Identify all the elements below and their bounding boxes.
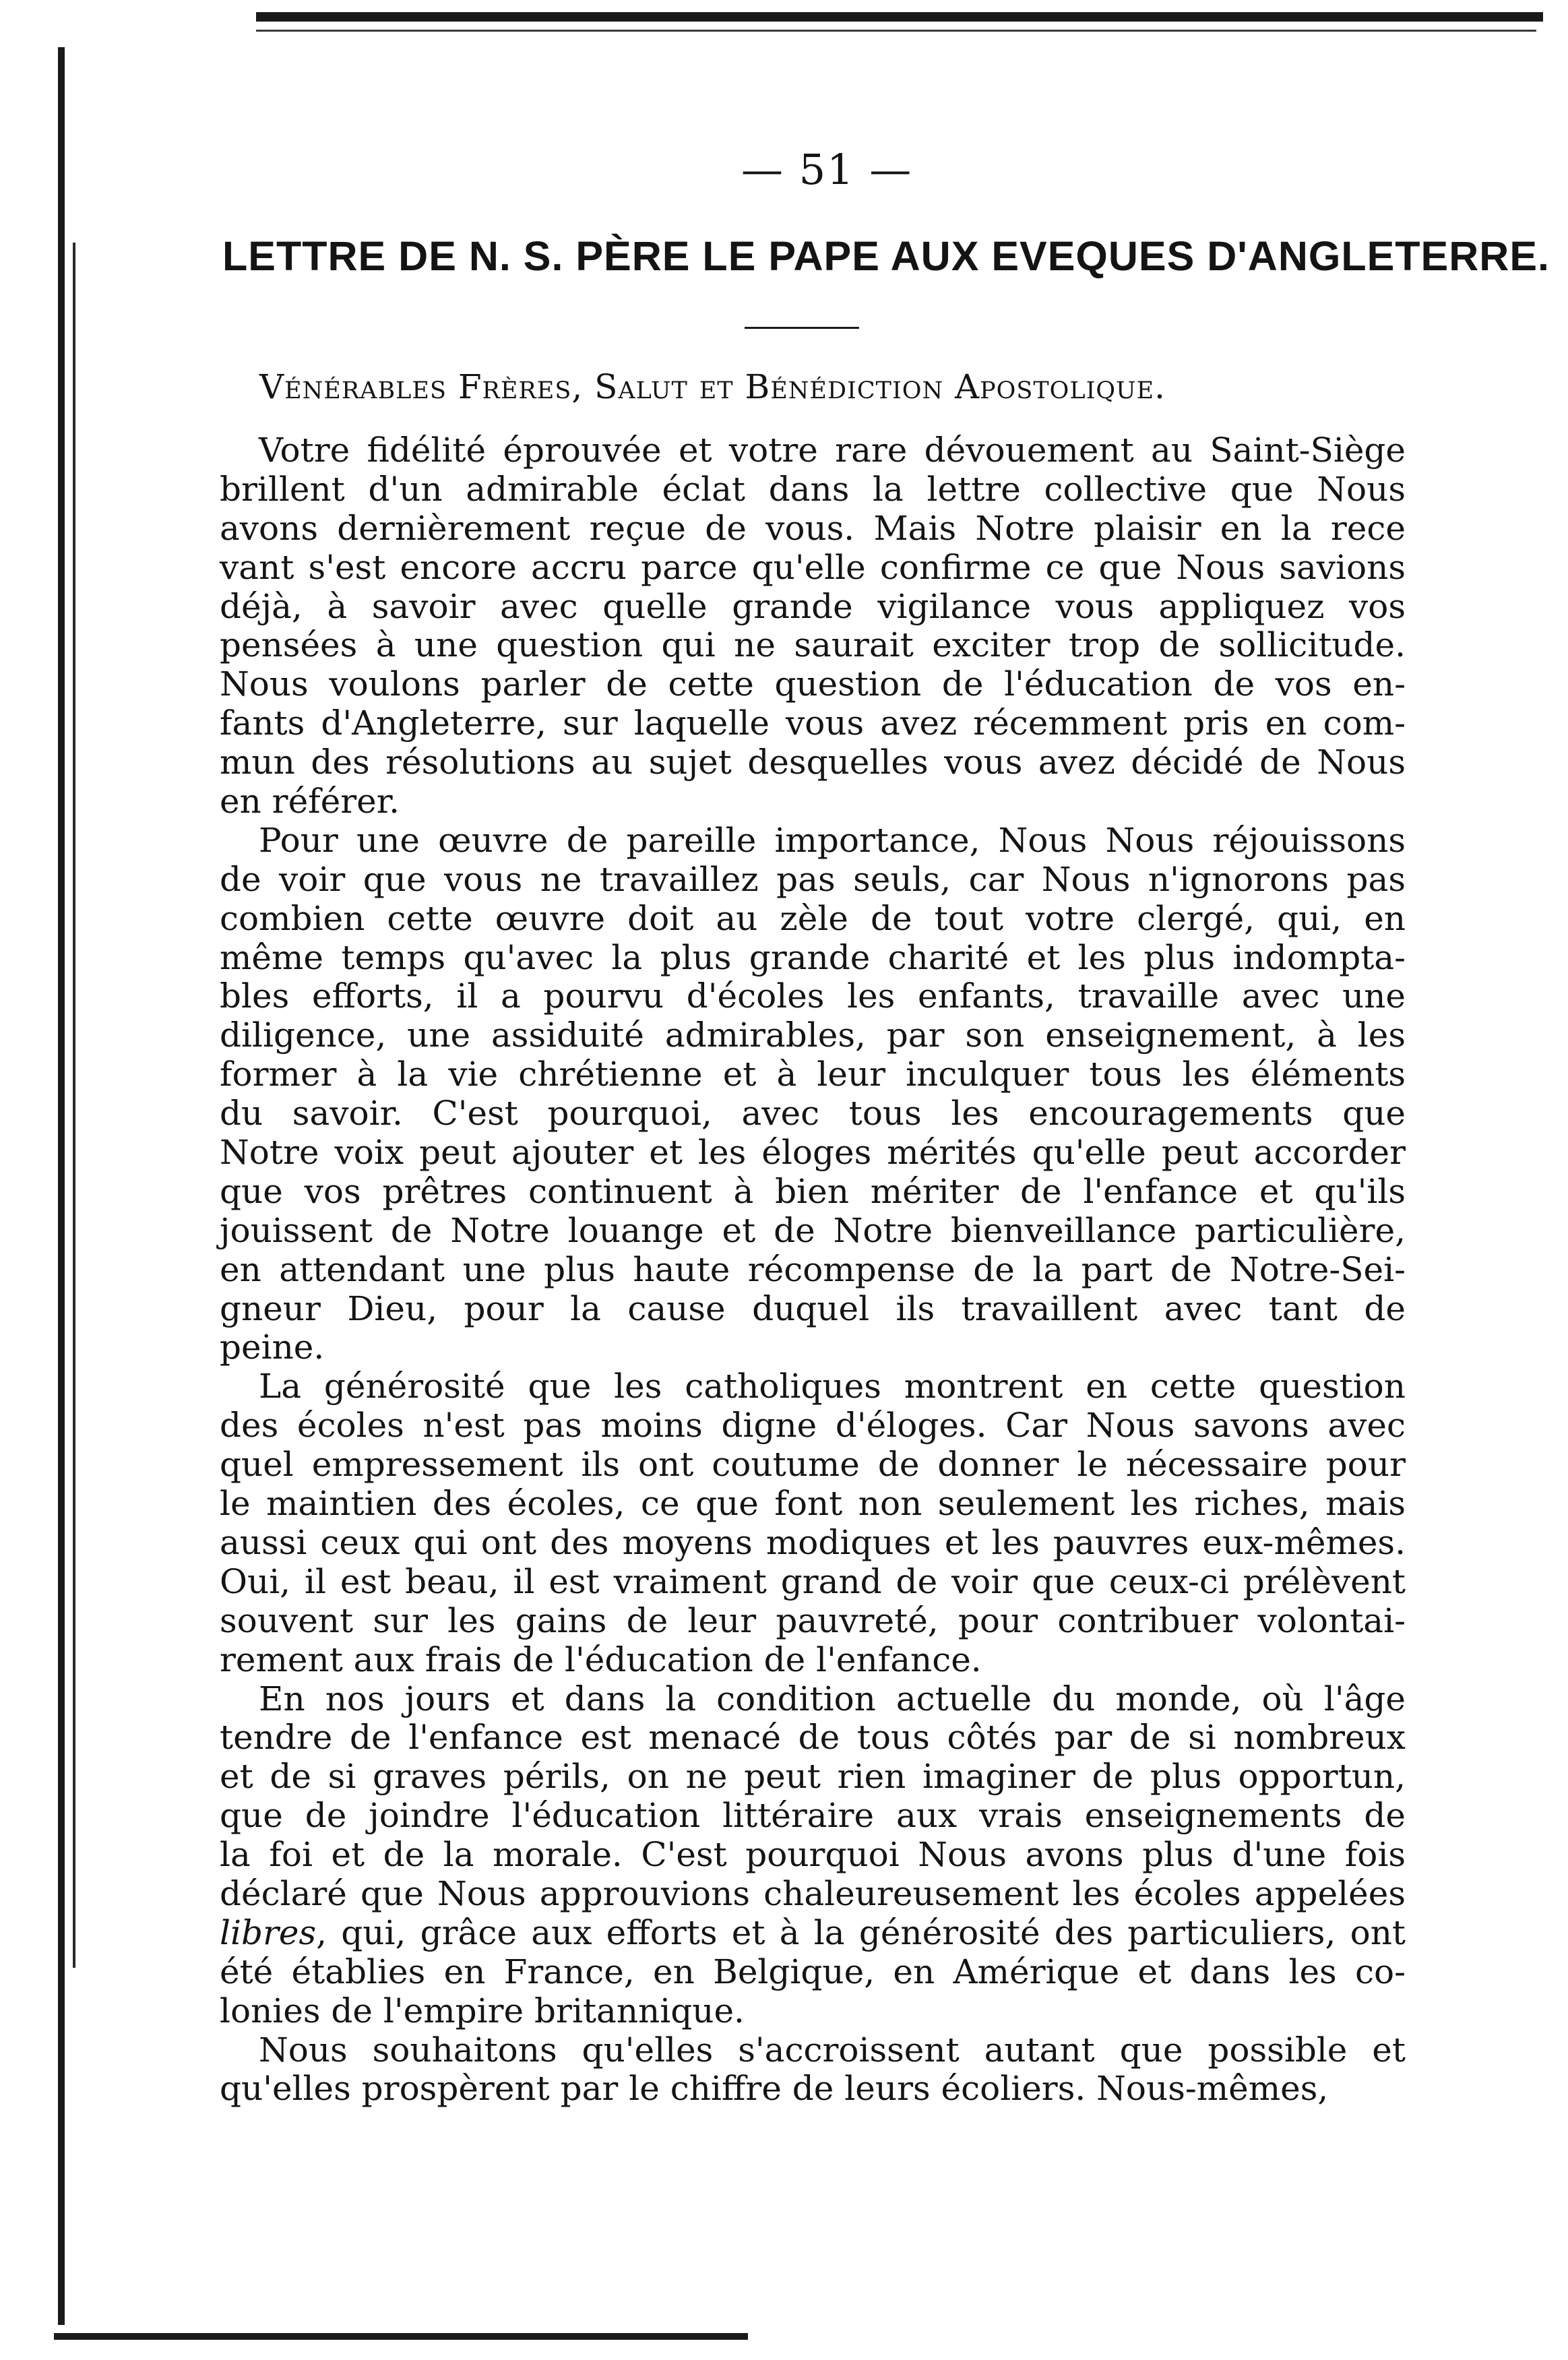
text-line: former à la vie chrétienne et à leur inculquer tous les éléments: [220, 1055, 1406, 1094]
text-line: en référer.: [220, 782, 400, 821]
left-margin-line: [58, 47, 65, 2325]
text-line: pensées à une question qui ne saurait exciter trop de sollicitude.: [220, 625, 1406, 665]
text-line: Notre voix peut ajouter et les éloges mérités qu'elle peut accorder: [220, 1133, 1406, 1173]
bottom-border-rule: [54, 2333, 748, 2340]
text-line: peine.: [220, 1328, 325, 1367]
text-line: qu'elles prospèrent par le chiffre de leurs écoliers. Nous-mêmes,: [220, 2069, 1329, 2109]
text-line: le maintien des écoles, ce que font non seulement les riches, mais: [220, 1484, 1406, 1524]
text-line: déjà, à savoir avec quelle grande vigilance vous appliquez vos: [220, 586, 1406, 626]
text-line: avons dernièrement reçue de vous. Mais Notre plaisir en la rece: [220, 508, 1406, 548]
text-line: du savoir. C'est pourquoi, avec tous les encouragements que: [220, 1094, 1406, 1134]
text-line: lonies de l'empire britannique.: [220, 1991, 745, 2030]
page-title: LETTRE DE N. S. PÈRE LE PAPE AUX EVEQUES D'ANGLETERRE.: [222, 233, 1550, 279]
salutation: Vénérables Frères, Salut et Bénédiction Apostolique.: [259, 367, 1166, 406]
text-line: La générosité que les catholiques montrent en cette question: [259, 1367, 1406, 1406]
text-line: quel empressement ils ont coutume de donner le nécessaire pour: [220, 1445, 1406, 1485]
text-line: Nous voulons parler de cette question de l'éducation de vos en-: [220, 664, 1406, 704]
text-line: que de joindre l'éducation littéraire aux vrais enseignements de: [220, 1796, 1406, 1836]
text-line: aussi ceux qui ont des moyens modiques et les pauvres eux-mêmes.: [220, 1522, 1406, 1562]
text-line: jouissent de Notre louange et de Notre bienveillance particulière,: [220, 1210, 1406, 1250]
text-line: libres, qui, grâce aux efforts et à la générosité des particuliers, ont: [220, 1913, 1406, 1952]
text-line: en attendant une plus haute récompense de la part de Notre-Sei-: [220, 1249, 1406, 1289]
text-line: que vos prêtres continuent à bien mériter de l'enfance et qu'ils: [220, 1171, 1406, 1211]
text-line: tendre de l'enfance est menacé de tous côtés par de si nombreux: [220, 1718, 1406, 1758]
text-line: diligence, une assiduité admirables, par son enseignement, à les: [220, 1016, 1406, 1055]
text-line: souvent sur les gains de leur pauvreté, pour contribuer volontai-: [220, 1601, 1406, 1640]
text-line: et de si graves périls, on ne peut rien imaginer de plus opportun,: [220, 1757, 1406, 1797]
text-line: fants d'Angleterre, sur laquelle vous avez récemment pris en com-: [220, 704, 1406, 743]
text-line: la foi et de la morale. C'est pourquoi Nous avons plus d'une fois: [220, 1835, 1406, 1875]
text-line: Votre fidélité éprouvée et votre rare dévouement au Saint-Siège: [259, 431, 1406, 470]
text-line: combien cette œuvre doit au zèle de tout votre clergé, qui, en: [220, 898, 1406, 938]
text-line: brillent d'un admirable éclat dans la lettre collective que Nous: [220, 469, 1406, 509]
text-line: gneur Dieu, pour la cause duquel ils travaillent avec tant de: [220, 1288, 1406, 1328]
text-line: des écoles n'est pas moins digne d'éloges. Car Nous savons avec: [220, 1406, 1406, 1446]
text-line: vant s'est encore accru parce qu'elle confirme ce que Nous savions: [220, 547, 1406, 587]
text-line: Oui, il est beau, il est vraiment grand de voir que ceux-ci prélèvent: [220, 1561, 1406, 1601]
text-line: déclaré que Nous approuvions chaleureusement les écoles appelées: [220, 1873, 1406, 1913]
page-number: — 51 —: [741, 145, 913, 194]
text-line: bles efforts, il a pourvu d'écoles les enfants, travaille avec une: [220, 976, 1406, 1016]
italic-word: libres: [220, 1913, 317, 1952]
text-line: En nos jours et dans la condition actuelle du monde, où l'âge: [259, 1679, 1406, 1718]
left-margin-secondary-line: [73, 243, 75, 1968]
text-line: de voir que vous ne travaillez pas seuls, car Nous n'ignorons pas: [220, 859, 1406, 899]
title-separator: [745, 327, 859, 329]
text-line: même temps qu'avec la plus grande charité et les plus indompta-: [220, 937, 1406, 977]
text-line: Pour une œuvre de pareille importance, Nous Nous réjouissons: [259, 820, 1406, 860]
top-border-thin-rule: [256, 30, 1536, 32]
text-line: Nous souhaitons qu'elles s'accroissent autant que possible et: [259, 2030, 1406, 2070]
letter-body: [220, 431, 1406, 2109]
text-line: rement aux frais de l'éducation de l'enfance.: [220, 1640, 982, 1679]
text-line: mun des résolutions au sujet desquelles vous avez décidé de Nous: [220, 743, 1406, 782]
text-line: été établies en France, en Belgique, en Amérique et dans les co-: [220, 1952, 1406, 1991]
top-border-rule: [256, 12, 1543, 22]
